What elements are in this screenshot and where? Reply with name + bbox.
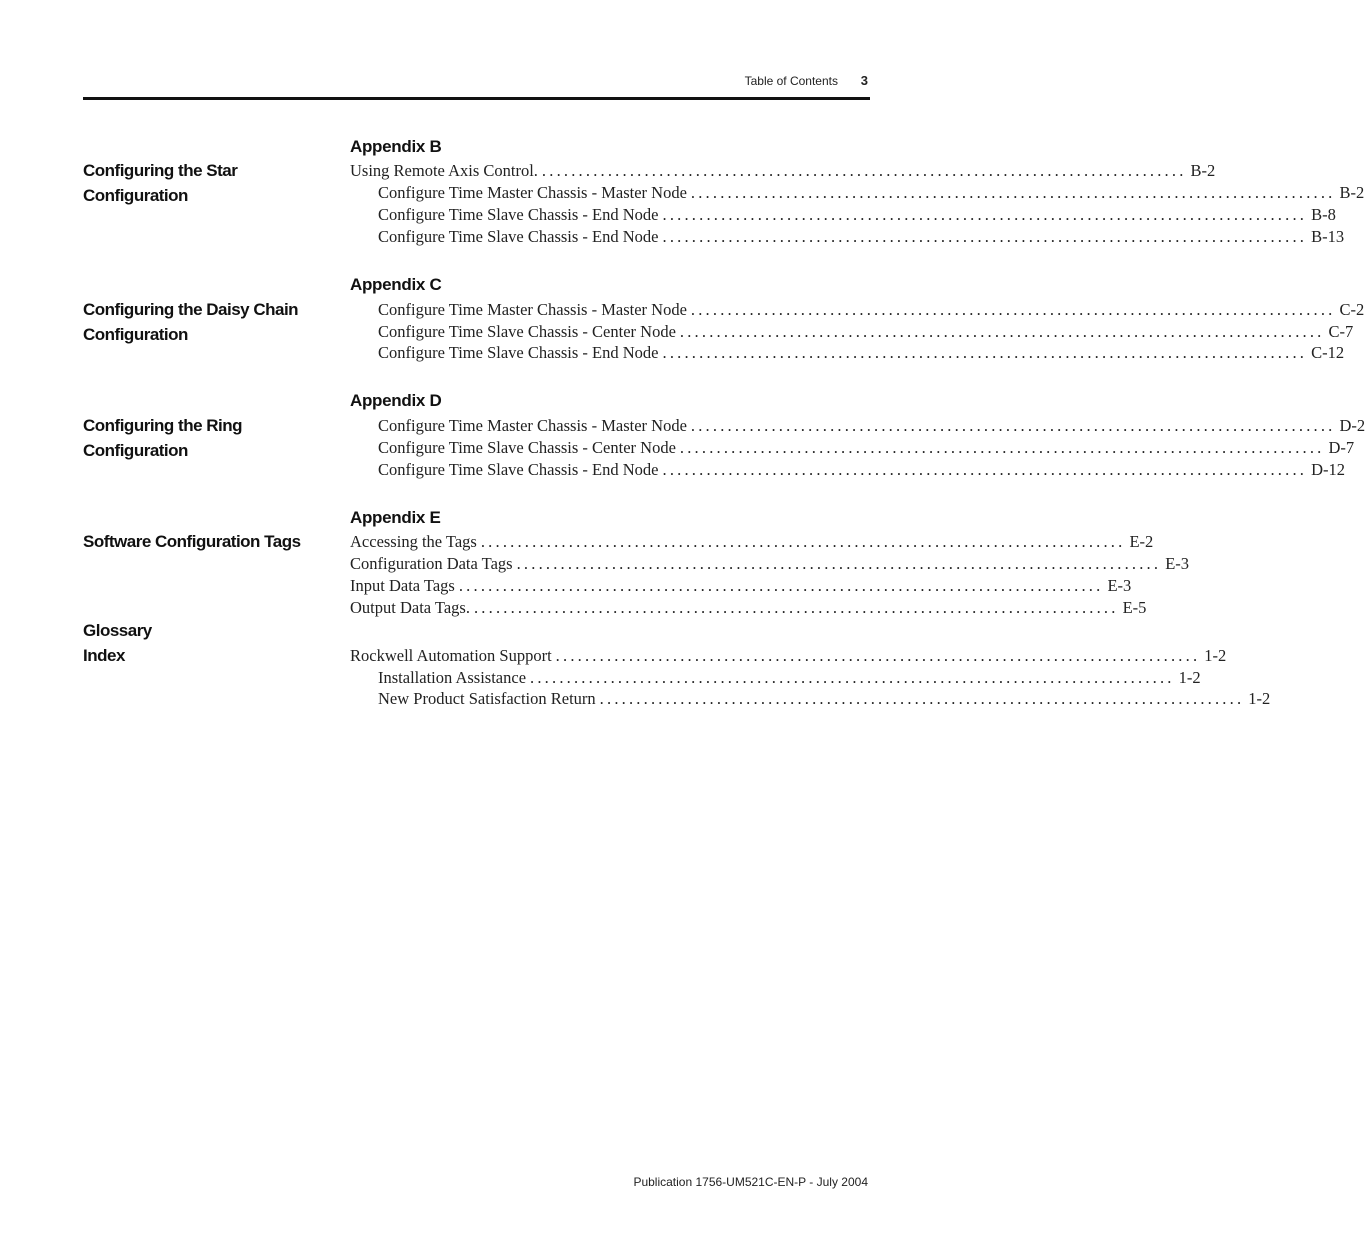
toc-entry[interactable] xyxy=(378,226,1345,248)
toc-entry-page: B-13 xyxy=(1311,227,1345,246)
toc-entry[interactable] xyxy=(350,645,1227,667)
toc-entry-page: E-3 xyxy=(1107,576,1132,595)
running-header-title: Table of Contents xyxy=(744,74,838,88)
section-title-daisy-chain-configuration xyxy=(83,297,345,347)
toc-entry[interactable] xyxy=(378,667,1201,689)
toc-entry-label: Configure Time Master Chassis - Master Node xyxy=(378,183,687,202)
toc-entry-page: B-8 xyxy=(1311,205,1336,224)
toc-entry-label: Configure Time Slave Chassis - Center Node xyxy=(378,438,676,457)
toc-entry-label: Input Data Tags xyxy=(350,576,455,595)
toc-entry[interactable] xyxy=(378,204,1336,226)
toc-entry-page: C-12 xyxy=(1311,343,1345,362)
section-title-ring-configuration: Configuring the Ring Configuration xyxy=(83,416,243,460)
toc-entry-page: C-2 xyxy=(1339,300,1365,319)
toc-entry-page: E-3 xyxy=(1165,554,1190,573)
toc-entry-page: 1-2 xyxy=(1204,646,1227,665)
toc-entry[interactable] xyxy=(378,342,1345,364)
section-title-star-configuration: Configuring the Star Configuration xyxy=(83,161,238,205)
toc-leader-dots: ........................................................................................ xyxy=(662,205,1308,224)
toc-entry-page: B-2 xyxy=(1339,183,1365,202)
toc-entry-page: E-5 xyxy=(1122,598,1147,617)
toc-entry-page: 1-2 xyxy=(1178,668,1201,687)
toc-leader-dots: ........................................................................................ xyxy=(679,322,1325,341)
toc-entry[interactable] xyxy=(378,459,1346,481)
section-title-line: Configuration xyxy=(83,325,188,344)
toc-leader-dots: ........................................................................................ xyxy=(599,689,1245,708)
toc-entry-label: Using Remote Axis Control. xyxy=(350,161,538,180)
section-title-glossary[interactable]: Glossary xyxy=(83,621,152,640)
page-number: 3 xyxy=(860,73,868,88)
toc-entry-label: Accessing the Tags xyxy=(350,532,477,551)
toc-entry-label: Configure Time Master Chassis - Master Node xyxy=(378,416,687,435)
toc-entry[interactable] xyxy=(350,597,1147,619)
toc-entry-label: Configure Time Slave Chassis - End Node xyxy=(378,343,659,362)
toc-entry[interactable] xyxy=(350,531,1154,553)
toc-entry-label: Output Data Tags. xyxy=(350,598,470,617)
toc-leader-dots: ........................................................................................ xyxy=(690,183,1336,202)
toc-leader-dots: ........................................................................................ xyxy=(480,532,1126,551)
section-title-software-configuration-tags: Software Configuration Tags xyxy=(83,532,301,551)
toc-entry[interactable] xyxy=(378,437,1355,459)
toc-leader-dots: ........................................................................................ xyxy=(690,416,1336,435)
toc-leader-dots: ........................................................................................ xyxy=(555,646,1201,665)
toc-entry[interactable] xyxy=(378,299,1365,321)
appendix-d-heading: Appendix D xyxy=(350,391,442,410)
toc-entry-label: Configuration Data Tags xyxy=(350,554,513,573)
toc-entry[interactable] xyxy=(350,553,1190,575)
appendix-e-heading: Appendix E xyxy=(350,508,441,527)
toc-leader-dots: ........................................................................................ xyxy=(458,576,1104,595)
toc-entry-label: Configure Time Slave Chassis - End Node xyxy=(378,460,659,479)
toc-leader-dots: ........................................................................................ xyxy=(516,554,1162,573)
toc-leader-dots: ........................................................................................ xyxy=(662,343,1308,362)
toc-entry-label: Configure Time Slave Chassis - End Node xyxy=(378,205,659,224)
toc-leader-dots: ........................................................................................ xyxy=(662,460,1308,479)
toc-leader-dots: ........................................................................................ xyxy=(473,598,1119,617)
toc-entry-page: C-7 xyxy=(1328,322,1354,341)
toc-entry-page: D-2 xyxy=(1339,416,1365,435)
appendix-b-heading: Appendix B xyxy=(350,137,442,156)
toc-entry-label: Rockwell Automation Support xyxy=(350,646,552,665)
toc-entry[interactable] xyxy=(378,688,1271,710)
toc-leader-dots: ........................................................................................ xyxy=(679,438,1325,457)
section-title-line: Configuring the Daisy Chain xyxy=(83,300,299,319)
toc-leader-dots: ........................................................................................ xyxy=(530,668,1175,687)
toc-entry-page: B-2 xyxy=(1190,161,1216,180)
toc-entry-page: E-2 xyxy=(1129,532,1154,551)
toc-entry-label: Configure Time Slave Chassis - End Node xyxy=(378,227,659,246)
toc-entry-page: D-12 xyxy=(1311,460,1346,479)
appendix-c-heading: Appendix C xyxy=(350,275,442,294)
toc-entry[interactable] xyxy=(378,321,1354,343)
toc-entry-label: Installation Assistance xyxy=(378,668,527,687)
toc-entry[interactable] xyxy=(378,415,1365,437)
toc-entry-page: 1-2 xyxy=(1248,689,1271,708)
header-divider xyxy=(83,97,870,100)
toc-entry-label: Configure Time Slave Chassis - Center Node xyxy=(378,322,676,341)
toc-entry-page: D-7 xyxy=(1328,438,1355,457)
toc-entry[interactable] xyxy=(350,575,1132,597)
toc-entry-label: Configure Time Master Chassis - Master Node xyxy=(378,300,687,319)
section-title-index[interactable]: Index xyxy=(83,646,125,665)
toc-entry[interactable] xyxy=(378,182,1365,204)
toc-entry-label: New Product Satisfaction Return xyxy=(378,689,596,708)
toc-leader-dots: ........................................................................................ xyxy=(662,227,1308,246)
toc-entry[interactable] xyxy=(350,160,1216,182)
publication-footer: Publication 1756-UM521C-EN-P - July 2004 xyxy=(633,1175,868,1189)
toc-leader-dots: ........................................................................................ xyxy=(690,300,1336,319)
toc-leader-dots: ........................................................................................ xyxy=(541,161,1187,180)
